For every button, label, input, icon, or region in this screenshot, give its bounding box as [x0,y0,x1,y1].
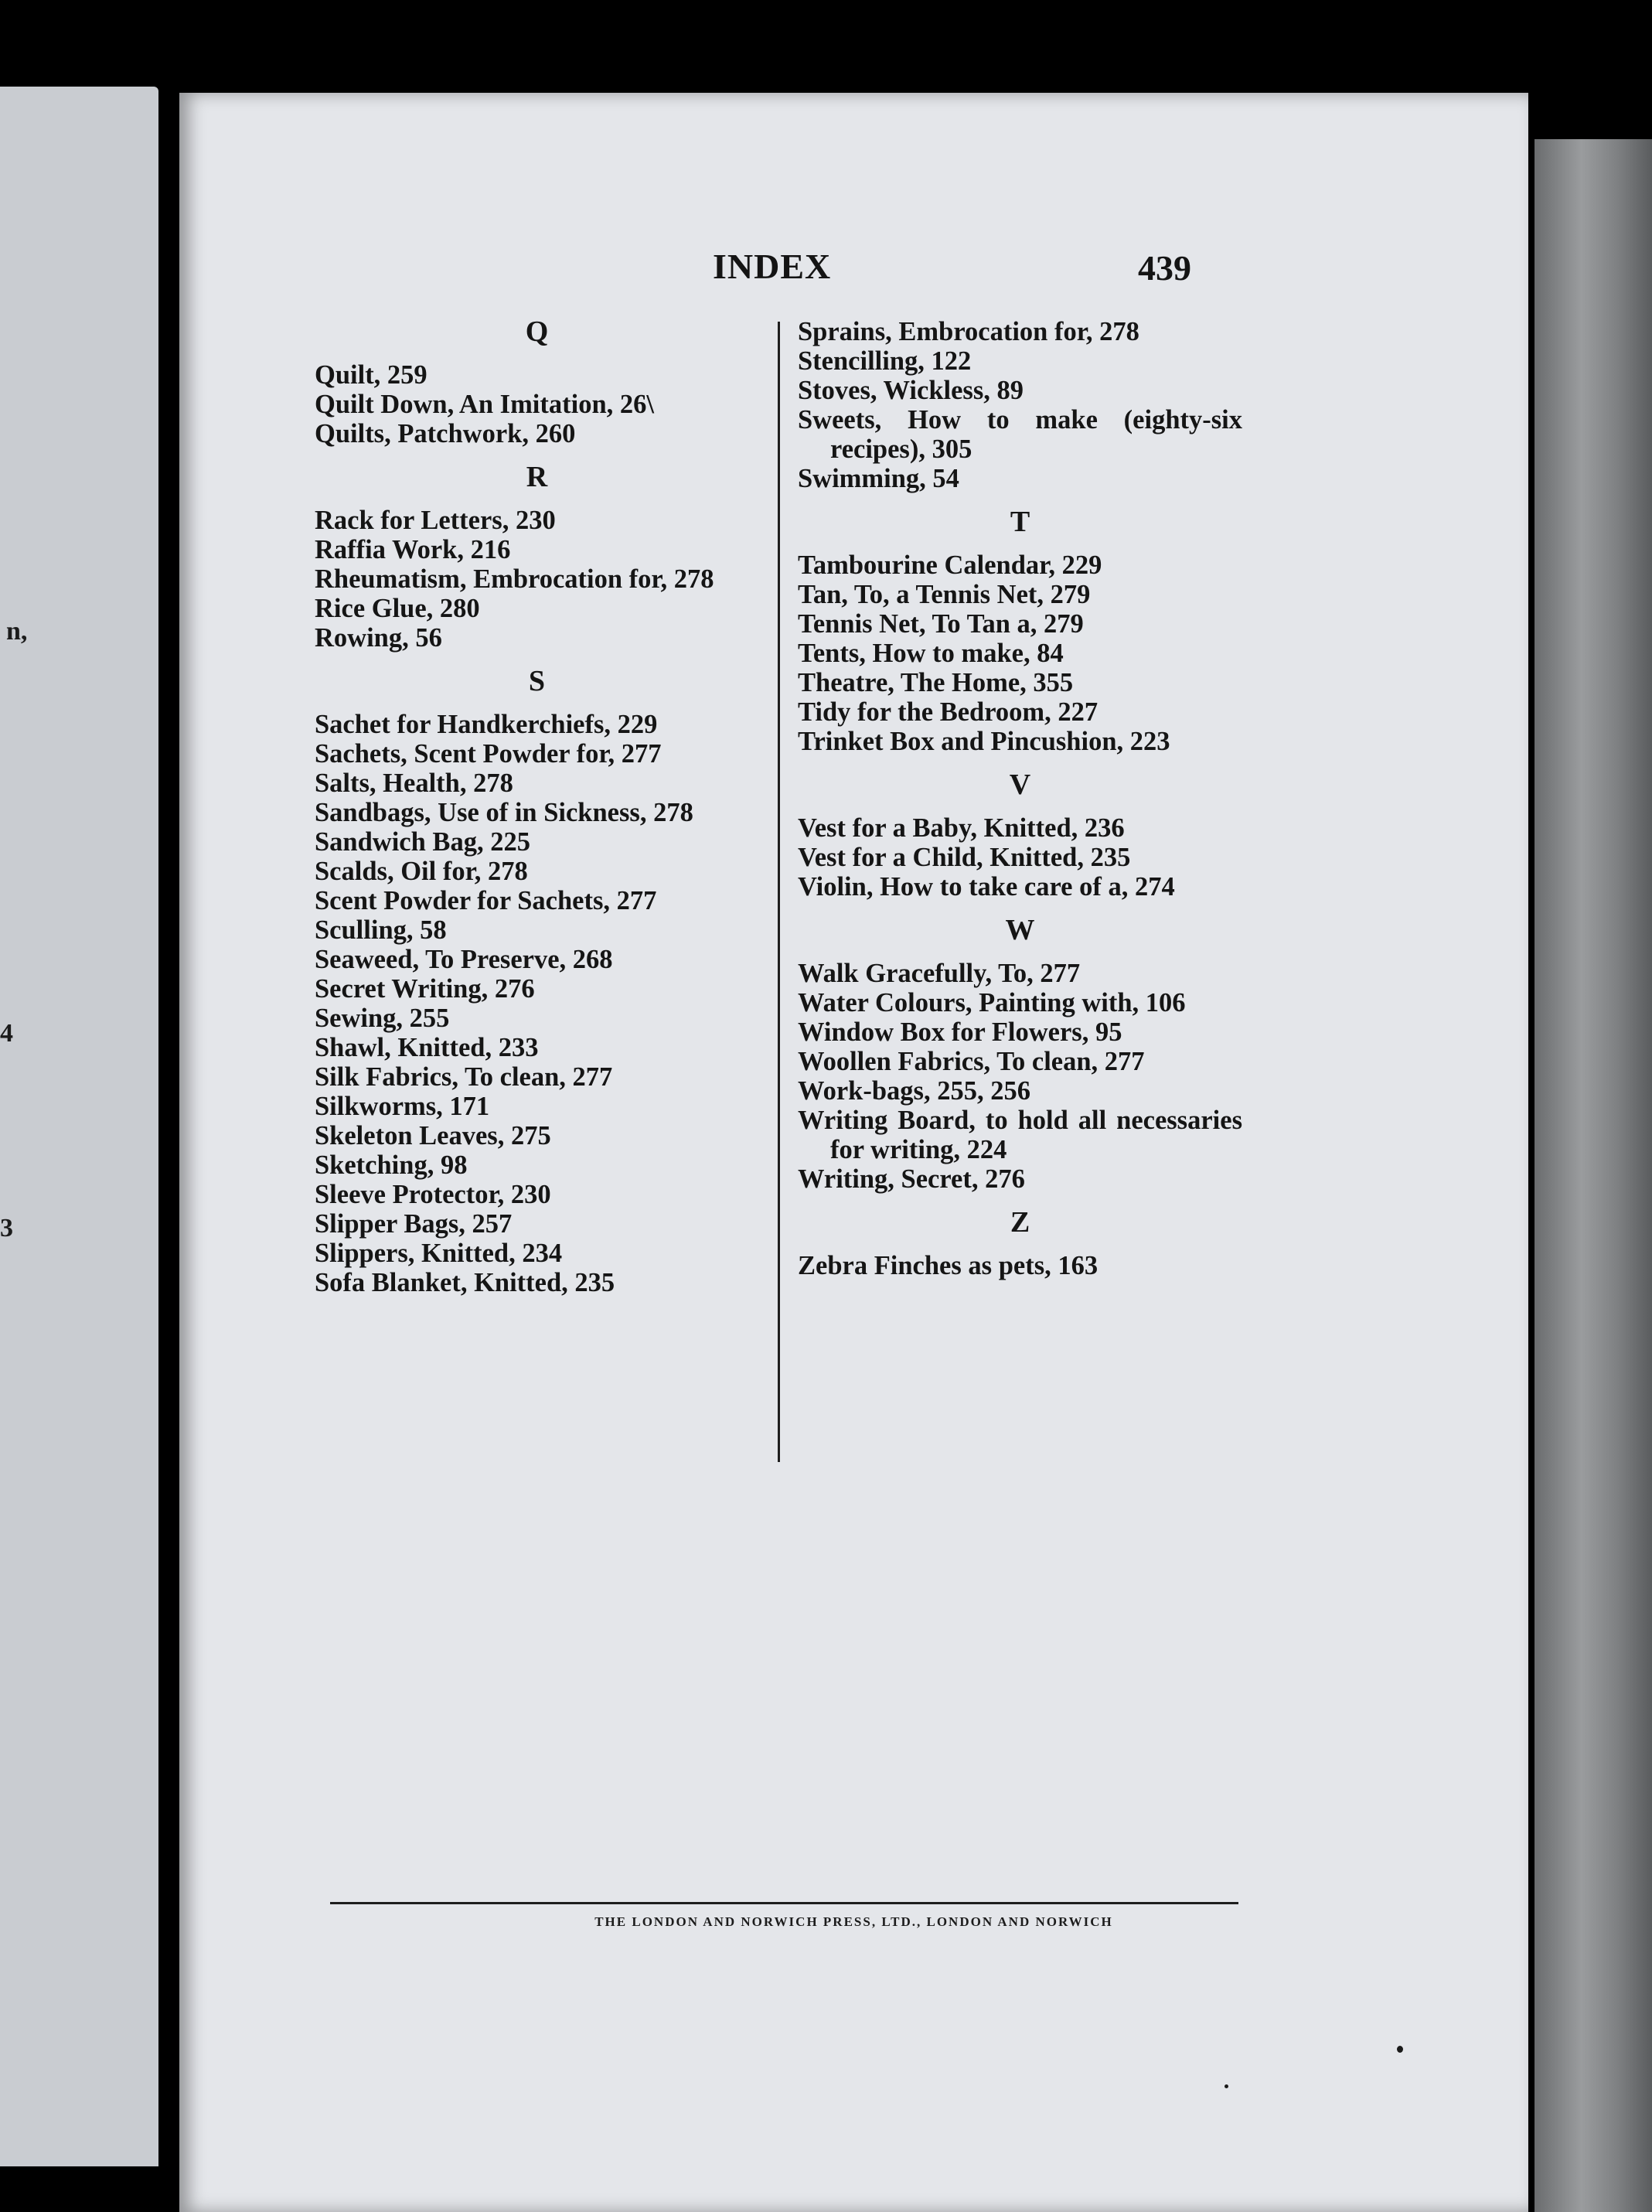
index-page [179,93,1528,2212]
index-entry: Sewing, 255 [315,1004,450,1033]
index-entry: Writing Board, to hold all necessaries for writing, 224 [798,1106,1242,1164]
index-entry: Rheumatism, Embrocation for, 278 [315,564,714,594]
index-entry: Seaweed, To Preserve, 268 [315,945,613,974]
index-entry: Scent Powder for Sachets, 277 [315,886,657,915]
index-entry: Swimming, 54 [798,464,959,493]
index-entry: Sandwich Bag, 225 [315,827,530,857]
index-entry: Tidy for the Bedroom, 227 [798,697,1098,727]
index-entry: Rowing, 56 [315,623,442,653]
index-entry: Violin, How to take care of a, 274 [798,872,1175,902]
column-divider [778,322,780,1462]
scan-speck [1225,2084,1228,2088]
page-stack-edge [1534,139,1652,2212]
index-entry: Vest for a Child, Knitted, 235 [798,843,1131,872]
index-entry: Sachet for Handkerchiefs, 229 [315,710,658,739]
index-entry: Tennis Net, To Tan a, 279 [798,609,1084,639]
footer-rule [330,1902,1238,1904]
section-letter-s: S [528,665,546,697]
index-column-left [315,317,759,1297]
index-entry: Tan, To, a Tennis Net, 279 [798,580,1091,609]
index-entry: Sketching, 98 [315,1150,468,1180]
index-entry: Trinket Box and Pincushion, 223 [798,727,1170,756]
index-entry: Work-bags, 255, 256 [798,1076,1030,1106]
section-letter-t: T [1010,506,1030,538]
index-entry: Secret Writing, 276 [315,974,535,1004]
index-entry: Sleeve Protector, 230 [315,1180,551,1209]
facing-page-text-fragment: 3 [0,1214,13,1242]
index-entry: Tambourine Calendar, 229 [798,550,1102,580]
index-entry: Tents, How to make, 84 [798,639,1064,668]
index-entry: Theatre, The Home, 355 [798,668,1074,697]
section-letter-q: Q [525,315,549,348]
scan-speck [1397,2046,1403,2053]
section-letter-w: W [1005,914,1035,946]
index-entry: Sweets, How to make (eighty-six recipes), 305 [798,405,1242,464]
index-entry: Sprains, Embrocation for, 278 [798,317,1139,346]
index-entry: Shawl, Knitted, 233 [315,1033,539,1062]
index-entry: Quilt Down, An Imitation, 26\ [315,390,654,419]
index-entry: Quilts, Patchwork, 260 [315,419,576,448]
section-letter-v: V [1009,769,1031,801]
index-entry: Silkworms, 171 [315,1092,490,1121]
index-entry: Rack for Letters, 230 [315,506,556,535]
facing-page-fragment [0,87,158,2166]
index-entry: Rice Glue, 280 [315,594,480,623]
index-entry: Woollen Fabrics, To clean, 277 [798,1047,1145,1076]
index-entry: Silk Fabrics, To clean, 277 [315,1062,613,1092]
facing-page-text-fragment: n, [6,617,28,646]
printer-imprint: THE LONDON AND NORWICH PRESS, LTD., LONDON AND NORWICH [594,1914,1113,1929]
index-column-right [798,317,1242,1280]
index-entry: Slippers, Knitted, 234 [315,1239,563,1268]
index-entry: Raffia Work, 216 [315,535,511,564]
index-entry: Walk Gracefully, To, 277 [798,959,1081,988]
index-entry: Slipper Bags, 257 [315,1209,513,1239]
index-entry: Sachets, Scent Powder for, 277 [315,739,662,769]
index-entry: Window Box for Flowers, 95 [798,1017,1122,1047]
facing-page-text-fragment: 4 [0,1019,13,1048]
section-letter-z: Z [1010,1206,1030,1239]
index-entry: Stencilling, 122 [798,346,972,376]
running-head-title: INDEX [713,247,832,286]
index-entry: Sofa Blanket, Knitted, 235 [315,1268,615,1297]
index-entry: Zebra Finches as pets, 163 [798,1251,1098,1280]
index-entry: Scalds, Oil for, 278 [315,857,528,886]
running-head [179,246,1528,292]
index-entry: Writing, Secret, 276 [798,1164,1025,1194]
index-entry: Sandbags, Use of in Sickness, 278 [315,798,693,827]
index-entry: Salts, Health, 278 [315,769,513,798]
index-entry: Vest for a Baby, Knitted, 236 [798,813,1125,843]
index-entry: Water Colours, Painting with, 106 [798,988,1186,1017]
index-entry: Skeleton Leaves, 275 [315,1121,551,1150]
section-letter-r: R [526,461,548,493]
index-entry: Quilt, 259 [315,360,427,390]
index-entry: Stoves, Wickless, 89 [798,376,1024,405]
page-number: 439 [1138,248,1191,288]
index-entry: Sculling, 58 [315,915,447,945]
